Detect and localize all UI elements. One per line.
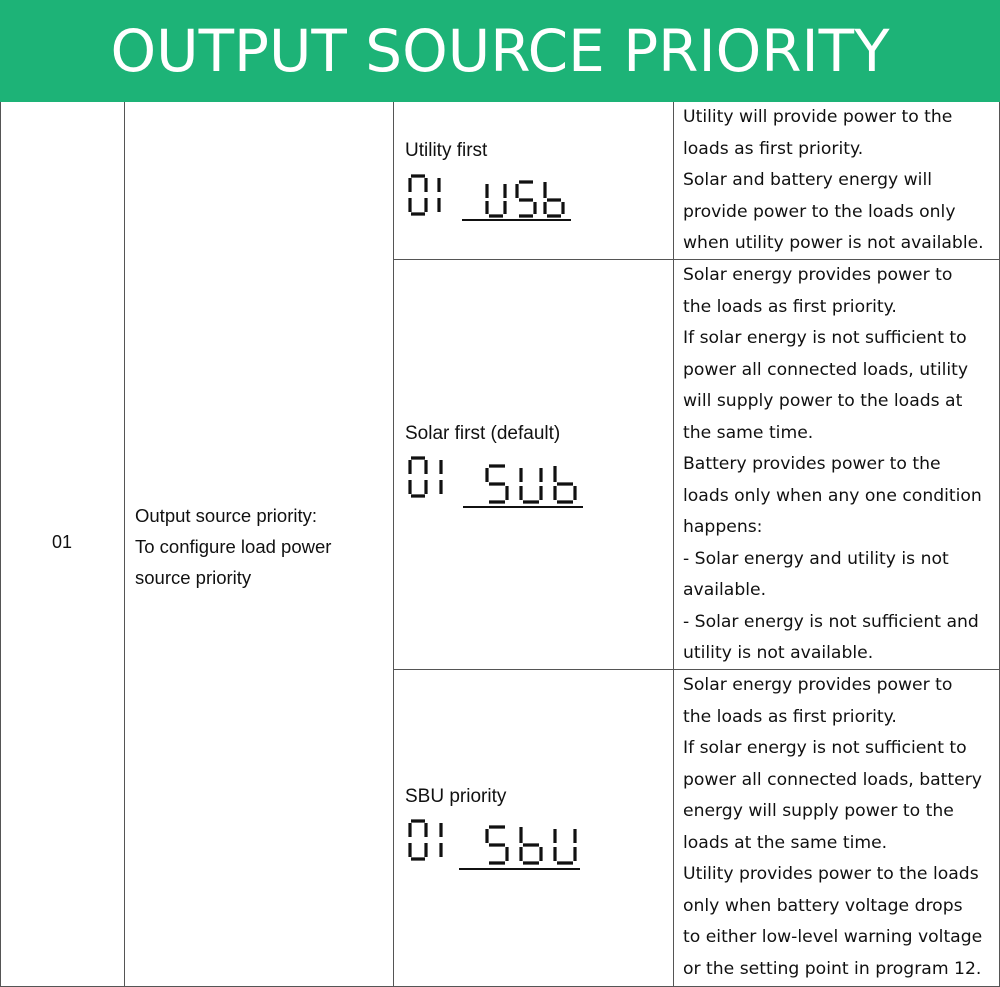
column-divider [124,102,125,987]
explanation-line: Solar and battery energy will [683,170,932,190]
explanation-line: Solar energy provides power to [683,675,953,695]
explanation-line: available. [683,580,767,600]
explanation-line: If solar energy is not sufficient to [683,328,967,348]
settings-table [0,102,1000,987]
explanation-line: loads only when any one condition [683,485,982,506]
lcd-display-sub [405,454,590,510]
explanation-line: Battery provides power to the [683,454,941,474]
explanation-line: the loads as first priority. [683,296,897,317]
explanation-line: the same time. [683,422,814,443]
explanation-line: Utility provides power to the loads [683,864,979,884]
column-divider [673,102,674,987]
explanation-line: to either low-level warning voltage [683,927,983,947]
explanation-line: energy will supply power to the [683,801,954,821]
explanation-line: - Solar energy is not sufficient and [683,611,979,632]
option-explanation-sbu-priority [683,670,993,985]
option-label-solar-first: Solar first (default) [405,423,561,444]
option-explanation-solar-first [683,260,993,670]
explanation-line: Solar energy provides power to [683,265,953,285]
explanation-line: only when battery voltage drops [683,895,963,916]
option-explanation-utility-first [683,102,993,260]
explanation-line: the loads as first priority. [683,706,897,727]
program-description [135,500,385,593]
program-number: 01 [51,532,73,552]
explanation-line: loads as first priority. [683,138,864,159]
lcd-display-sbu [405,817,590,873]
column-divider [393,102,394,987]
page-title: OUTPUT SOURCE PRIORITY [110,17,890,85]
explanation-line: utility is not available. [683,643,874,663]
description-line: To configure load power [135,536,332,557]
explanation-line: power all connected loads, battery [683,769,982,790]
description-line: Output source priority: [135,505,317,526]
explanation-line: when utility power is not available. [683,233,984,253]
explanation-line: Utility will provide power to the [683,107,953,127]
explanation-line: power all connected loads, utility [683,359,969,380]
explanation-line: - Solar energy and utility is not [683,548,949,569]
page-title-banner [0,0,1000,102]
explanation-line: will supply power to the loads at [683,391,963,411]
explanation-line: happens: [683,517,763,537]
lcd-display-usb [405,172,585,222]
description-line: source priority [135,567,252,588]
option-label-utility-first: Utility first [405,140,488,161]
option-label-sbu-priority: SBU priority [405,786,507,807]
explanation-line: provide power to the loads only [683,201,956,222]
explanation-line: or the setting point in program 12. [683,958,982,979]
explanation-line: If solar energy is not sufficient to [683,738,967,758]
explanation-line: loads at the same time. [683,832,888,853]
